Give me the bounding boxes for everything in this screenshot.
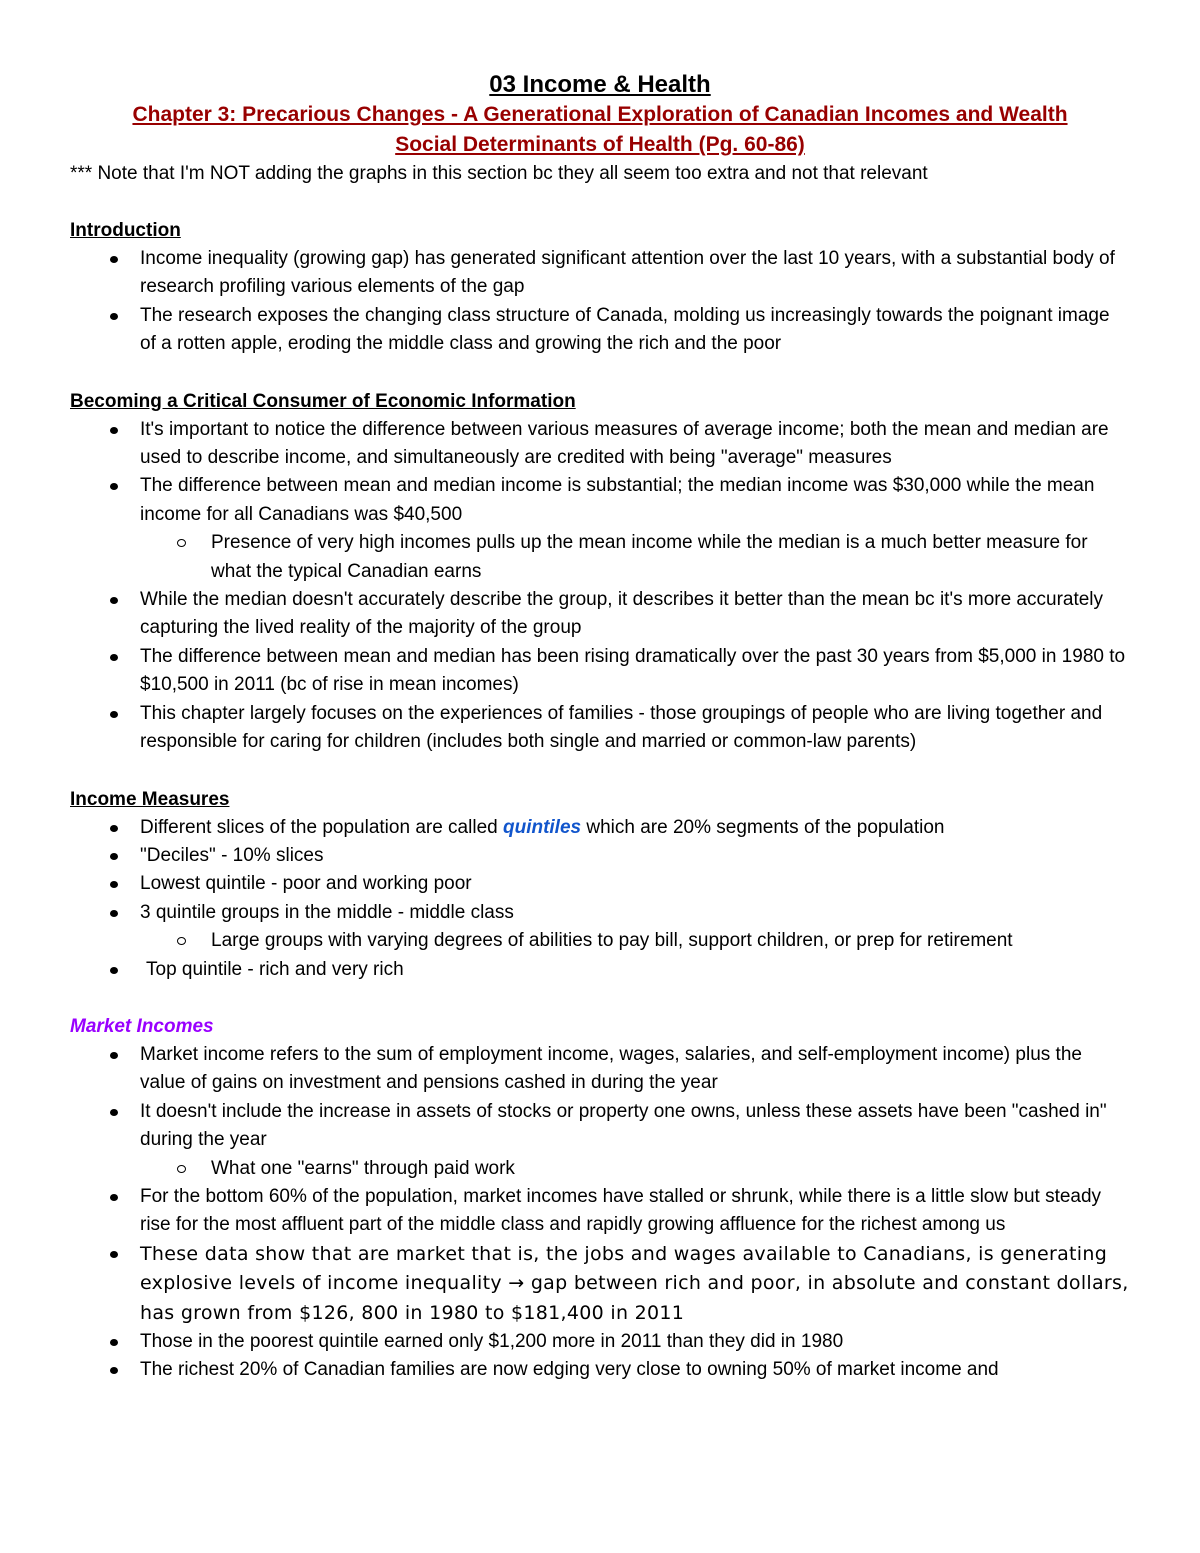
bullet-icon <box>110 483 118 490</box>
list-item: The difference between mean and median has been rising dramatically over the past 30 years from $5,000 in 1980 to $10,500 in 2011 (bc of rise in mean incomes) <box>70 643 1130 700</box>
bullet-icon <box>110 1339 118 1346</box>
list-item: For the bottom 60% of the population, market incomes have stalled or shrunk, while there is a little slow but steady rise for the most affluent part of the middle class and rapidly growing affluence for the richest among us <box>70 1183 1130 1240</box>
section-heading-introduction: Introduction <box>70 220 181 241</box>
critical-list-continued <box>70 586 1130 756</box>
critical-sublist <box>70 529 1130 586</box>
bullet-icon <box>110 1052 118 1059</box>
section-introduction <box>70 216 1130 359</box>
list-item: "Deciles" - 10% slices <box>70 842 1130 870</box>
critical-list <box>70 416 1130 530</box>
sub-list-item: Presence of very high incomes pulls up the mean income while the median is a much better measure for what the typical Canadian earns <box>140 529 1130 586</box>
list-item: The difference between mean and median income is substantial; the median income was $30,000 while the mean income for all Canadians was $40,500 <box>70 472 1130 529</box>
circle-bullet-icon <box>177 937 186 945</box>
section-heading-income-measures: Income Measures <box>70 788 230 810</box>
market-list <box>70 1041 1130 1155</box>
bullet-icon <box>110 313 118 320</box>
section-heading-critical-consumer: Becoming a Critical Consumer of Economic Information <box>70 390 576 412</box>
list-item: Top quintile - rich and very rich <box>70 956 1130 984</box>
bullet-icon <box>110 910 118 917</box>
market-sublist <box>70 1155 1130 1183</box>
bullet-icon <box>110 1109 118 1116</box>
chapter-title: Chapter 3: Precarious Changes - A Generational Exploration of Canadian Incomes and Wealth <box>132 103 1068 126</box>
market-list-continued <box>70 1183 1130 1385</box>
section-critical-consumer <box>70 387 1130 757</box>
bullet-icon <box>110 825 118 832</box>
bullet-icon <box>110 711 118 718</box>
list-item: While the median doesn't accurately describe the group, it describes it better than the mean bc it's more accurately capturing the lived reality of the majority of the group <box>70 586 1130 643</box>
bullet-icon <box>110 654 118 661</box>
list-item: Market income refers to the sum of employment income, wages, salaries, and self-employment income) plus the value of gains on investment and pensions cashed in during the year <box>70 1041 1130 1098</box>
list-item: This chapter largely focuses on the experiences of families - those groupings of people who are living together and responsible for caring for children (includes both single and married or common-law parents) <box>70 700 1130 757</box>
section-market-incomes <box>70 1012 1130 1385</box>
bullet-icon <box>110 1367 118 1374</box>
bullet-icon <box>110 1194 118 1201</box>
bullet-icon <box>110 881 118 888</box>
introduction-list <box>70 245 1130 359</box>
bullet-icon <box>110 256 118 263</box>
list-item: Those in the poorest quintile earned only $1,200 more in 2011 than they did in 1980 <box>70 1328 1130 1356</box>
list-item: 3 quintile groups in the middle - middle class <box>70 899 1130 927</box>
measures-list <box>70 814 1130 928</box>
list-item: The richest 20% of Canadian families are now edging very close to owning 50% of market income and <box>70 1356 1130 1384</box>
bullet-icon <box>110 853 118 860</box>
measures-list-continued <box>70 956 1130 984</box>
book-reference: Social Determinants of Health (Pg. 60-86) <box>395 133 805 156</box>
section-income-measures <box>70 785 1130 984</box>
list-item: The research exposes the changing class structure of Canada, molding us increasingly towards the poignant image of a rotten apple, eroding the middle class and growing the rich and the poor <box>70 302 1130 359</box>
bullet-icon <box>110 427 118 434</box>
keyword-quintiles: quintiles <box>502 816 582 838</box>
list-item: Income inequality (growing gap) has generated significant attention over the last 10 years, with a substantial body of research profiling various elements of the gap <box>70 245 1130 302</box>
list-item: Different slices of the population are called quintiles which are 20% segments of the population <box>70 814 1130 842</box>
list-item: It doesn't include the increase in assets of stocks or property one owns, unless these assets have been "cashed in" during the year <box>70 1098 1130 1155</box>
list-item: It's important to notice the difference between various measures of average income; both the mean and median are used to describe income, and simultaneously are credited with being "average" measures <box>70 416 1130 473</box>
section-heading-market-incomes: Market Incomes <box>70 1015 214 1037</box>
circle-bullet-icon <box>177 539 186 547</box>
bullet-icon <box>110 1251 118 1258</box>
document-title: 03 Income & Health <box>489 71 711 98</box>
measures-sublist <box>70 927 1130 955</box>
list-item: Lowest quintile - poor and working poor <box>70 870 1130 898</box>
bullet-icon <box>110 597 118 604</box>
bullet-icon <box>110 967 118 974</box>
note-line: *** Note that I'm NOT adding the graphs in this section bc they all seem too extra and not that relevant <box>70 163 928 184</box>
sub-list-item: Large groups with varying degrees of abilities to pay bill, support children, or prep for retirement <box>140 927 1130 955</box>
circle-bullet-icon <box>177 1165 186 1173</box>
sub-list-item: What one "earns" through paid work <box>140 1155 1130 1183</box>
list-item: These data show that are market that is, the jobs and wages available to Canadians, is generating explosive levels of income inequality → gap between rich and poor, in absolute and constant dollars, has grown from $126, 800 in 1980 to $181,400 in 2011 <box>70 1240 1130 1328</box>
